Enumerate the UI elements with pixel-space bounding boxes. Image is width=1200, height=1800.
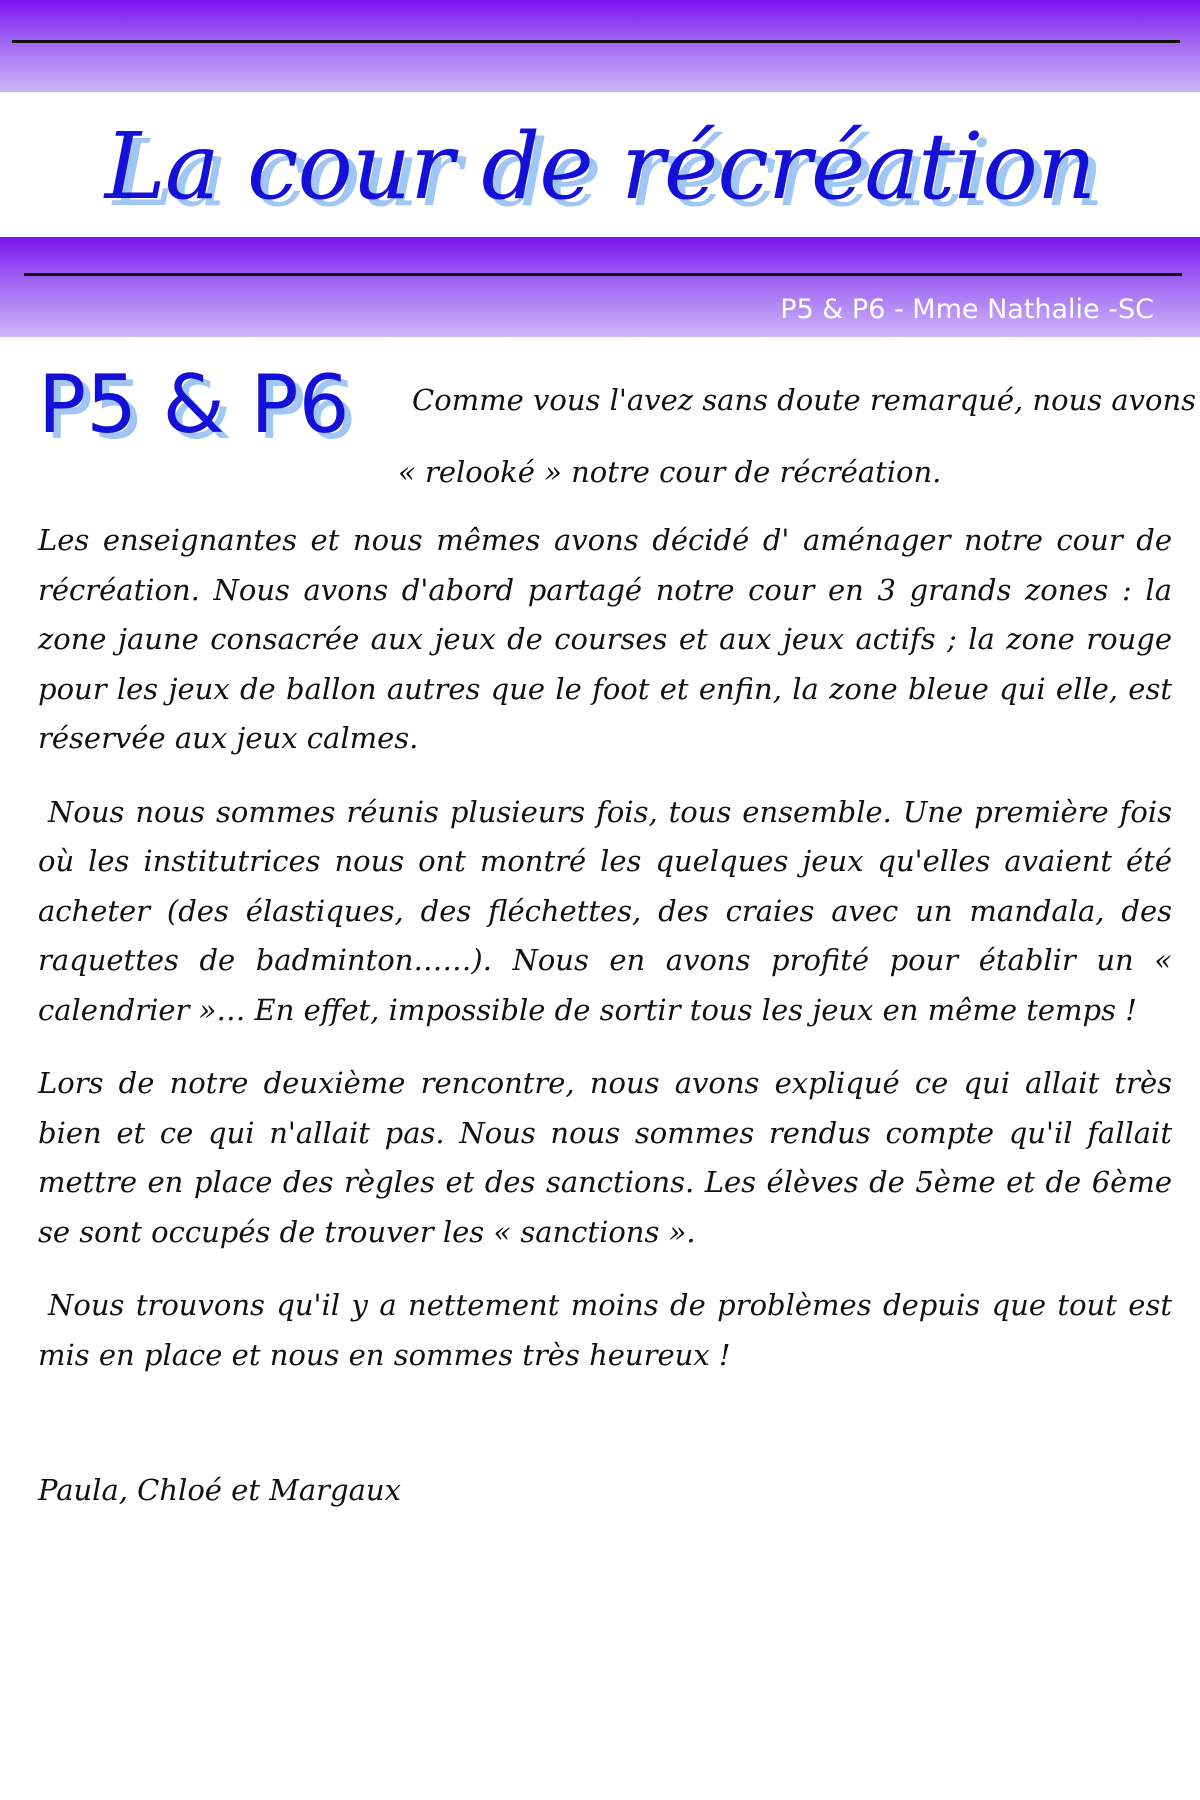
article-intro	[398, 364, 1197, 508]
intro-line-2: « relooké » notre cour de récréation.	[398, 455, 942, 489]
header-top-rule	[12, 40, 1180, 43]
paragraph-conclusion: Nous trouvons qu'il y a nettement moins de problèmes depuis que tout est mis en place et nous en sommes très heureux !	[38, 1288, 1172, 1372]
article-body	[38, 516, 1172, 1404]
paragraph-rules: Lors de notre deuxième rencontre, nous avons expliqué ce qui allait très bien et ce qui n'allait pas. Nous nous sommes rendus compte qu'il fallait mettre en place des règles et des sanctions. Les élèves de 5ème et de 6ème se sont occupés de trouver les « sanctions ».	[38, 1066, 1172, 1249]
intro-line-1: Comme vous l'avez sans doute remarqué, nous avons	[412, 383, 1197, 417]
header-bottom-rule	[24, 273, 1182, 276]
byline: P5 & P6 - Mme Nathalie -SC	[780, 294, 1154, 325]
paragraph-zones: Les enseignantes et nous mêmes avons décidé d' aménager notre cour de récréation. Nous avons d'abord partagé notre cour en 3 grands zones : la zone jaune consacrée aux jeux de courses et aux jeux actifs ; la zone rouge pour les jeux de ballon autres que le foot et enfin, la zone bleue qui elle, est réservée aux jeux calmes.	[38, 523, 1172, 755]
signature: Paula, Chloé et Margaux	[38, 1473, 401, 1507]
header-top-band	[0, 0, 1200, 92]
page-title: La cour de récréation	[104, 113, 1096, 220]
class-heading: P5 & P6	[38, 358, 350, 451]
paragraph-meetings: Nous nous sommes réunis plusieurs fois, tous ensemble. Une première fois où les institutrices nous ont montré les quelques jeux qu'elles avaient été acheter (des élastiques, des fléchettes, des craies avec un mandala, des raquettes de badminton……). Nous en avons profité pour établir un « calendrier »… En effet, impossible de sortir tous les jeux en même temps !	[38, 794, 1172, 1027]
